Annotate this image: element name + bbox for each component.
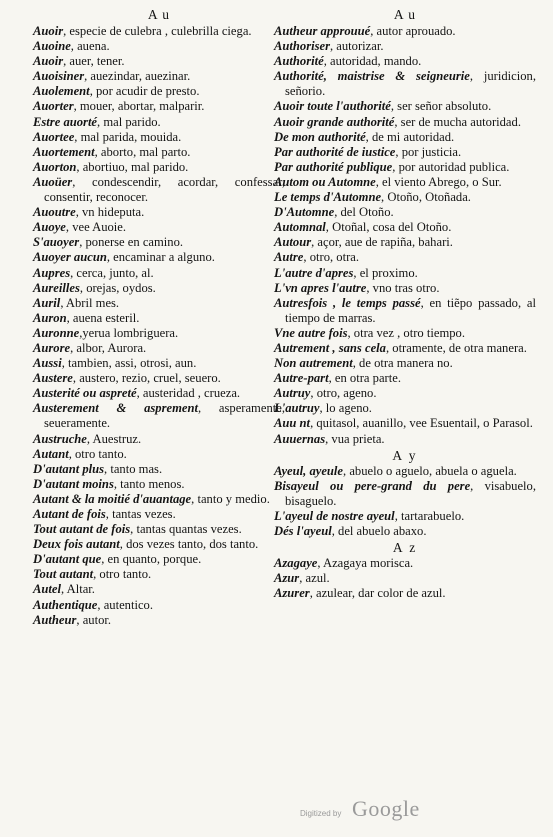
entry-translation: , visabuelo, bisaguelo. bbox=[285, 478, 536, 508]
entry-translation: , autor aprouado. bbox=[370, 24, 456, 38]
entry-headword: Deux fois autant bbox=[33, 537, 120, 552]
left-entry-list bbox=[33, 24, 285, 628]
entry-translation: , azulear, dar color de azul. bbox=[309, 586, 446, 601]
entry-headword: Aussi bbox=[33, 356, 62, 371]
entry-headword: Autrement , sans cela bbox=[274, 340, 386, 355]
entry-translation: , tanto y medio. bbox=[191, 491, 270, 506]
entry-translation: , vno tras otro. bbox=[366, 280, 440, 295]
entry-headword: Autel bbox=[33, 582, 61, 597]
dictionary-entry bbox=[274, 326, 536, 341]
dictionary-entry bbox=[274, 39, 536, 54]
entry-headword: Autheur bbox=[33, 612, 77, 627]
entry-headword: Auron bbox=[33, 310, 67, 325]
dictionary-entry bbox=[33, 115, 285, 130]
dictionary-entry bbox=[33, 39, 285, 54]
entry-headword: Azurer bbox=[274, 586, 310, 601]
entry-headword: Aureilles bbox=[33, 280, 80, 295]
entry-translation: , juridicion, señorio. bbox=[285, 69, 536, 99]
entry-translation: , Altar. bbox=[61, 582, 95, 597]
entry-translation: ,yerua lombriguera. bbox=[79, 325, 179, 340]
entry-headword: D'Automne bbox=[274, 205, 335, 220]
entry-translation: , por acudir de presto. bbox=[89, 84, 200, 99]
dictionary-entry bbox=[274, 115, 536, 130]
entry-translation: , otramente, de otra manera. bbox=[385, 340, 527, 355]
entry-headword: D'autant moins bbox=[33, 476, 114, 491]
entry-translation: , autor. bbox=[76, 612, 112, 627]
entry-headword: Auoir bbox=[33, 24, 64, 38]
entry-translation: , Abril mes. bbox=[60, 295, 120, 310]
entry-translation: , azul. bbox=[299, 571, 330, 586]
section-heading-az: A z bbox=[392, 540, 418, 556]
entry-headword: Auoisiner bbox=[33, 69, 85, 84]
dictionary-entry bbox=[33, 462, 285, 477]
entry-headword: Tout autant de fois bbox=[33, 522, 131, 537]
entry-translation: , Otoño, Otoñada. bbox=[381, 190, 471, 205]
dictionary-entry bbox=[274, 160, 536, 175]
entry-headword: D'autant que bbox=[33, 552, 102, 567]
entry-headword: Autre-part bbox=[274, 371, 329, 386]
entry-translation: , de mi autoridad. bbox=[365, 129, 455, 144]
dictionary-entry bbox=[274, 130, 536, 145]
entry-translation: , tartarabuelo. bbox=[394, 508, 465, 523]
right-running-head: A u bbox=[393, 7, 417, 22]
entry-translation: , especie de culebra , culebrilla ciega. bbox=[63, 24, 252, 38]
entry-translation: , mal parida, mouida. bbox=[74, 129, 182, 144]
entry-translation: , en quanto, porque. bbox=[101, 552, 202, 567]
entry-translation: , del Otoño. bbox=[334, 205, 394, 220]
entry-headword: Aupres bbox=[33, 265, 71, 280]
entry-headword: S'auoyer bbox=[33, 235, 80, 250]
entry-headword: Dés l'ayeul bbox=[274, 524, 332, 538]
dictionary-entry bbox=[274, 190, 536, 205]
dictionary-entry bbox=[274, 54, 536, 69]
dictionary-entry bbox=[33, 401, 285, 431]
dictionary-entry bbox=[33, 613, 285, 628]
entry-headword: Auronne bbox=[33, 325, 80, 340]
dictionary-entry bbox=[33, 266, 285, 281]
dictionary-entry bbox=[33, 130, 285, 145]
entry-headword: Auoyer aucun bbox=[33, 250, 107, 265]
entry-translation: , dos vezes tanto, dos tanto. bbox=[119, 537, 259, 552]
left-column bbox=[33, 6, 285, 628]
entry-headword: Auortee bbox=[33, 129, 75, 144]
entry-translation: , tanto mas. bbox=[104, 461, 163, 476]
dictionary-entry bbox=[274, 571, 536, 586]
entry-headword: Ayeul, ayeule bbox=[274, 463, 344, 478]
entry-translation: , por autoridad publica. bbox=[392, 159, 510, 174]
dictionary-entry bbox=[33, 220, 285, 235]
dictionary-entry bbox=[33, 598, 285, 613]
dictionary-entry bbox=[274, 556, 536, 571]
entry-translation: , el proximo. bbox=[353, 265, 418, 280]
google-watermark bbox=[300, 796, 450, 826]
dictionary-entry bbox=[274, 524, 536, 539]
entry-translation: , auer, tener. bbox=[63, 54, 125, 69]
entry-translation: , albor, Aurora. bbox=[70, 340, 147, 355]
entry-translation: , autorizar. bbox=[330, 39, 384, 54]
entry-translation: , mal parido. bbox=[97, 114, 161, 129]
entry-translation: , ser de mucha autoridad. bbox=[394, 114, 521, 129]
entry-translation: , Otoñal, cosa del Otoño. bbox=[325, 220, 452, 235]
dictionary-entry bbox=[274, 24, 536, 39]
entry-translation: , Azagaya morisca. bbox=[317, 556, 414, 571]
entry-translation: , ser señor absoluto. bbox=[390, 99, 492, 114]
dictionary-entry bbox=[274, 432, 536, 447]
entry-headword: Bisayeul ou pere-grand du pere bbox=[274, 478, 471, 493]
entry-headword: Autant de fois bbox=[33, 507, 106, 521]
entry-headword: Authoriser bbox=[274, 39, 330, 54]
entry-translation: , el viento Abrego, o Sur. bbox=[375, 174, 502, 189]
entry-headword: L'autre d'apres bbox=[274, 265, 354, 280]
dictionary-entry bbox=[33, 311, 285, 326]
dictionary-entry bbox=[33, 175, 285, 205]
entry-translation: , de otra manera no. bbox=[352, 356, 453, 371]
entry-translation: , aborto, mal parto. bbox=[94, 144, 191, 159]
entry-headword: Auoine bbox=[33, 39, 71, 54]
entry-translation: , austero, rezio, cruel, seuero. bbox=[72, 371, 221, 386]
entry-headword: Austruche bbox=[33, 431, 87, 446]
entry-translation: , cerca, junto, al. bbox=[70, 265, 154, 280]
entry-headword: Autresfois , le temps passé bbox=[274, 295, 421, 310]
dictionary-entry bbox=[33, 552, 285, 567]
dictionary-entry bbox=[274, 401, 536, 416]
entry-headword: Autom ou Automne bbox=[274, 174, 376, 189]
dictionary-entry bbox=[274, 220, 536, 235]
dictionary-entry bbox=[274, 371, 536, 386]
entry-headword: L'vn apres l'autre bbox=[274, 280, 367, 295]
entry-translation: , condescendir, acordar, confessar, consentir, reconocer. bbox=[44, 174, 285, 205]
entry-headword: Auorton bbox=[33, 159, 77, 174]
entry-translation: , auena. bbox=[70, 39, 110, 54]
entry-translation: , asperamente, seueramente. bbox=[44, 401, 285, 431]
entry-headword: Par authorité publique bbox=[274, 159, 393, 174]
entry-headword: Aurore bbox=[33, 340, 71, 355]
dictionary-entry bbox=[33, 432, 285, 447]
dictionary-entry bbox=[33, 205, 285, 220]
entry-translation: , vua prieta. bbox=[325, 431, 385, 446]
entry-translation: , abortiuo, mal parido. bbox=[76, 159, 189, 174]
entry-headword: Par authorité de iustice bbox=[274, 144, 396, 159]
entry-headword: Le temps d'Automne bbox=[274, 190, 382, 205]
entry-headword: Auortement bbox=[33, 144, 95, 159]
entry-translation: , tanto menos. bbox=[113, 476, 185, 491]
dictionary-entry bbox=[33, 326, 285, 341]
entry-translation: , otro tanto. bbox=[68, 446, 127, 461]
digitized-by-text: Digitized by bbox=[300, 809, 342, 818]
entry-headword: Azur bbox=[274, 571, 300, 586]
dictionary-entry bbox=[33, 54, 285, 69]
entry-headword: Auoir bbox=[33, 54, 64, 69]
entry-translation: , autentico. bbox=[97, 597, 153, 612]
entry-translation: , en tiẽpo passado, al tiempo de marras. bbox=[285, 295, 536, 325]
dictionary-entry bbox=[33, 341, 285, 356]
ay-entry-list bbox=[274, 464, 536, 539]
entry-translation: , tambien, assi, otrosi, aun. bbox=[61, 356, 197, 371]
entry-headword: Auoutre bbox=[33, 205, 76, 220]
google-logo-text: Google bbox=[352, 796, 420, 821]
entry-translation: , lo ageno. bbox=[319, 401, 372, 416]
dictionary-entry bbox=[274, 386, 536, 401]
entry-translation: , auezindar, auezinar. bbox=[84, 69, 191, 84]
dictionary-entry bbox=[274, 479, 536, 509]
dictionary-entry bbox=[274, 145, 536, 160]
au-entry-list bbox=[274, 24, 536, 447]
entry-headword: Auuernas bbox=[274, 431, 326, 446]
entry-headword: Authorité, maistrise & seigneurie bbox=[274, 69, 470, 84]
dictionary-entry bbox=[274, 341, 536, 356]
entry-translation: , en otra parte. bbox=[328, 371, 401, 386]
dictionary-entry bbox=[33, 250, 285, 265]
dictionary-entry bbox=[274, 205, 536, 220]
entry-headword: Autant & la moitié d'auantage bbox=[33, 491, 192, 506]
dictionary-entry bbox=[274, 266, 536, 281]
entry-headword: Autre bbox=[274, 250, 304, 265]
entry-headword: Austere bbox=[33, 371, 73, 386]
entry-translation: , açor, aue de rapiña, bahari. bbox=[311, 235, 453, 250]
entry-translation: , encaminar a alguno. bbox=[106, 250, 215, 265]
entry-headword: L'autruy bbox=[274, 401, 320, 416]
entry-headword: Auorter bbox=[33, 99, 74, 114]
entry-headword: Vne autre fois bbox=[274, 325, 348, 340]
entry-translation: , tantas vezes. bbox=[105, 507, 176, 521]
az-entry-list bbox=[274, 556, 536, 601]
entry-headword: Tout autant bbox=[33, 567, 94, 582]
dictionary-entry bbox=[33, 492, 285, 507]
dictionary-entry bbox=[33, 447, 285, 462]
entry-headword: Estre auorté bbox=[33, 114, 98, 129]
dictionary-entry bbox=[274, 69, 536, 99]
entry-headword: Auoir toute l'authorité bbox=[274, 99, 391, 114]
dictionary-entry bbox=[33, 235, 285, 250]
dictionary-entry bbox=[274, 416, 536, 431]
dictionary-entry bbox=[33, 356, 285, 371]
dictionary-entry bbox=[33, 567, 285, 582]
entry-translation: , autoridad, mando. bbox=[323, 54, 422, 69]
entry-translation: , por justicia. bbox=[395, 144, 462, 159]
dictionary-entry bbox=[33, 582, 285, 597]
entry-translation: , quitasol, auanillo, vee Esuentail, o Parasol. bbox=[310, 416, 533, 431]
dictionary-entry bbox=[33, 84, 285, 99]
entry-headword: Authorité bbox=[274, 54, 324, 69]
entry-translation: , orejas, oydos. bbox=[79, 280, 156, 295]
dictionary-entry bbox=[274, 281, 536, 296]
dictionary-entry bbox=[274, 586, 536, 601]
entry-translation: , vee Auoie. bbox=[65, 220, 127, 235]
entry-headword: D'autant plus bbox=[33, 461, 105, 476]
entry-headword: Autant bbox=[33, 446, 69, 461]
dictionary-entry bbox=[274, 99, 536, 114]
entry-headword: De mon authorité bbox=[274, 129, 366, 144]
entry-headword: Auolement bbox=[33, 84, 90, 99]
entry-translation: , otro, ageno. bbox=[310, 386, 377, 401]
entry-headword: Auril bbox=[33, 295, 61, 310]
entry-headword: Autour bbox=[274, 235, 312, 250]
dictionary-entry bbox=[33, 24, 285, 39]
entry-translation: , otro, otra. bbox=[303, 250, 360, 265]
entry-headword: Auoye bbox=[33, 220, 66, 235]
entry-headword: Non autrement bbox=[274, 356, 353, 371]
entry-headword: Auu nt bbox=[274, 416, 311, 431]
entry-translation: , tantas quantas vezes. bbox=[130, 522, 242, 537]
entry-translation: , vn hideputa. bbox=[75, 205, 145, 220]
dictionary-entry bbox=[33, 477, 285, 492]
dictionary-entry bbox=[33, 145, 285, 160]
right-column bbox=[274, 6, 536, 601]
entry-headword: Azagaye bbox=[274, 556, 318, 571]
dictionary-entry bbox=[33, 160, 285, 175]
dictionary-entry bbox=[33, 296, 285, 311]
dictionary-entry bbox=[33, 507, 285, 522]
entry-headword: Automnal bbox=[274, 220, 326, 235]
dictionary-entry bbox=[274, 356, 536, 371]
entry-headword: Auoüer bbox=[33, 174, 73, 189]
left-running-head: A u bbox=[147, 7, 171, 22]
section-heading-ay: A y bbox=[392, 447, 418, 463]
dictionary-entry bbox=[33, 281, 285, 296]
entry-translation: , auena esteril. bbox=[66, 310, 140, 325]
entry-headword: Austerité ou aspreté bbox=[33, 386, 137, 401]
entry-headword: L'ayeul de nostre ayeul bbox=[274, 508, 395, 523]
entry-translation: , Auestruz. bbox=[86, 431, 142, 446]
entry-headword: Austerement & asprement bbox=[33, 401, 198, 416]
dictionary-entry bbox=[33, 522, 285, 537]
entry-translation: , otro tanto. bbox=[93, 567, 152, 582]
entry-translation: , mouer, abortar, malparir. bbox=[73, 99, 205, 114]
dictionary-entry bbox=[33, 386, 285, 401]
entry-translation: , ponerse en camino. bbox=[79, 235, 184, 250]
entry-headword: Auoir grande authorité bbox=[274, 114, 395, 129]
dictionary-entry bbox=[274, 296, 536, 326]
dictionary-entry bbox=[274, 464, 536, 479]
entry-translation: , austeridad , crueza. bbox=[136, 386, 241, 401]
dictionary-entry bbox=[274, 235, 536, 250]
dictionary-entry bbox=[274, 250, 536, 265]
dictionary-entry bbox=[274, 175, 536, 190]
entry-headword: Authentique bbox=[33, 597, 98, 612]
entry-translation: , otra vez , otro tiempo. bbox=[347, 325, 465, 340]
entry-headword: Autruy bbox=[274, 386, 311, 401]
dictionary-entry bbox=[274, 509, 536, 524]
dictionary-entry bbox=[33, 99, 285, 114]
dictionary-entry bbox=[33, 371, 285, 386]
entry-translation: , abuelo o aguelo, abuela o aguela. bbox=[343, 463, 517, 478]
entry-translation: , del abuelo abaxo. bbox=[331, 524, 427, 538]
entry-headword: Autheur approuué bbox=[274, 24, 371, 38]
dictionary-entry bbox=[33, 537, 285, 552]
dictionary-entry bbox=[33, 69, 285, 84]
